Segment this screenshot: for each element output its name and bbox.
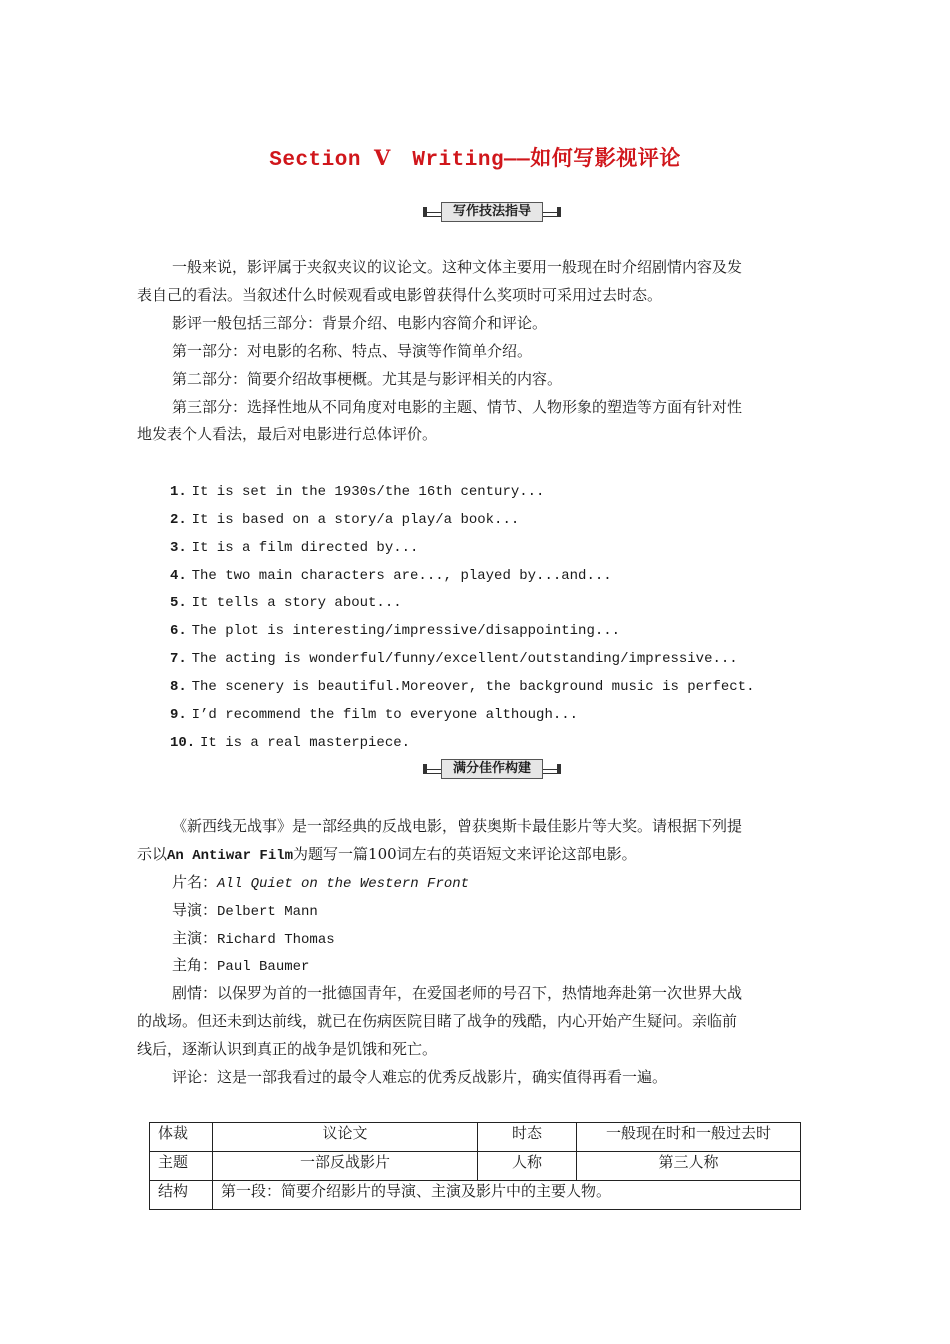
lead-role-row xyxy=(172,955,309,977)
phrase-text: It tells a story about... xyxy=(191,595,402,611)
table-row xyxy=(150,1152,801,1181)
table-cell: 第三人称 xyxy=(577,1152,801,1181)
film-title-row xyxy=(172,872,469,894)
table-cell: 一部反战影片 xyxy=(213,1152,478,1181)
structure-overview: 影评一般包括三部分：背景介绍、电影内容简介和评论。 xyxy=(172,314,548,332)
phrase-number: 1. xyxy=(170,484,187,500)
table-row xyxy=(150,1181,801,1210)
essay-topic: An Antiwar Film xyxy=(167,848,294,864)
banner-label: 满分佳作构建 xyxy=(441,759,543,779)
phrase-number: 2. xyxy=(170,512,187,528)
table-cell: 时态 xyxy=(478,1123,577,1152)
star-value: Richard Thomas xyxy=(217,932,335,948)
phrase-item xyxy=(170,647,738,669)
page-title: Section Ⅴ Writing——如何写影视评论 xyxy=(269,149,681,172)
phrase-text: The scenery is beautiful.Moreover, the background music is perfect. xyxy=(191,679,755,695)
table-row xyxy=(150,1123,801,1152)
phrase-text: The acting is wonderful/funny/excellent/outstanding/impressive... xyxy=(191,651,738,667)
task-text: 为题写一篇100词左右的英语短文来评论这部电影。 xyxy=(293,845,637,863)
lead-role-value: Paul Baumer xyxy=(217,959,310,975)
section-banner-writing-tips xyxy=(423,202,561,222)
table-cell: 一般现在时和一般过去时 xyxy=(577,1123,801,1152)
phrase-item xyxy=(170,619,620,641)
part-three-line-1: 第三部分：选择性地从不同角度对电影的主题、情节、人物形象的塑造等方面有针对性 xyxy=(172,398,743,416)
table-cell: 结构 xyxy=(150,1181,213,1210)
phrase-text: It is set in the 1930s/the 16th century... xyxy=(191,484,545,500)
table-cell: 体裁 xyxy=(150,1123,213,1152)
banner-cap-right xyxy=(557,207,561,217)
intro-paragraph-line-1: 一般来说，影评属于夹叙夹议的议论文。这种文体主要用一般现在时介绍剧情内容及发 xyxy=(172,258,743,276)
phrase-text: It is a film directed by... xyxy=(191,540,419,556)
table-cell: 主题 xyxy=(150,1152,213,1181)
phrase-number: 6. xyxy=(170,623,187,639)
banner-cap-right xyxy=(557,764,561,774)
director-row xyxy=(172,900,318,922)
phrase-number: 7. xyxy=(170,651,187,667)
phrase-text: I’d recommend the film to everyone although... xyxy=(191,707,579,723)
phrase-number: 3. xyxy=(170,540,187,556)
phrase-item xyxy=(170,731,410,753)
task-line-1: 《新西线无战事》是一部经典的反战电影，曾获奥斯卡最佳影片等大奖。请根据下列提 xyxy=(172,817,743,835)
phrase-number: 9. xyxy=(170,707,187,723)
phrase-text: The two main characters are..., played by...and... xyxy=(191,568,612,584)
phrase-item xyxy=(170,591,402,613)
phrase-item xyxy=(170,508,519,530)
intro-paragraph-line-2: 表自己的看法。当叙述什么时候观看或电影曾获得什么奖项时可采用过去时态。 xyxy=(137,286,663,304)
phrase-text: It is a real masterpiece. xyxy=(200,735,411,751)
phrase-number: 4. xyxy=(170,568,187,584)
part-three-line-2: 地发表个人看法，最后对电影进行总体评价。 xyxy=(137,425,438,443)
plot-line-2: 的战场。但还未到达前线，就已在伤病医院目睹了战争的残酷，内心开始产生疑问。亲临前 xyxy=(137,1012,738,1030)
phrase-number: 5. xyxy=(170,595,187,611)
banner-cap-left xyxy=(423,764,427,774)
banner-label: 写作技法指导 xyxy=(441,202,543,222)
table-cell: 人称 xyxy=(478,1152,577,1181)
film-title-label: 片名： xyxy=(172,873,218,891)
star-row xyxy=(172,928,335,950)
phrase-number: 10. xyxy=(170,735,196,751)
director-value: Delbert Mann xyxy=(217,904,318,920)
phrase-item xyxy=(170,703,578,725)
phrase-item xyxy=(170,564,612,586)
phrase-item xyxy=(170,536,418,558)
lead-role-label: 主角： xyxy=(172,956,218,974)
part-two-text: 第二部分：简要介绍故事梗概。尤其是与影评相关的内容。 xyxy=(172,370,563,388)
plot-line-3: 线后，逐渐认识到真正的战争是饥饿和死亡。 xyxy=(137,1040,438,1058)
phrase-text: It is based on a story/a play/a book... xyxy=(191,512,520,528)
part-one-text: 第一部分：对电影的名称、特点、导演等作简单介绍。 xyxy=(172,342,533,360)
phrase-item xyxy=(170,480,544,502)
star-label: 主演： xyxy=(172,929,218,947)
director-label: 导演： xyxy=(172,901,218,919)
plot-line-1: 剧情：以保罗为首的一批德国青年，在爱国老师的号召下，热情地奔赴第一次世界大战 xyxy=(172,984,743,1002)
banner-cap-left xyxy=(423,207,427,217)
section-banner-model-essay xyxy=(423,759,561,779)
table-cell: 议论文 xyxy=(213,1123,478,1152)
phrase-number: 8. xyxy=(170,679,187,695)
phrase-text: The plot is interesting/impressive/disappointing... xyxy=(191,623,621,639)
table-cell: 第一段：简要介绍影片的导演、主演及影片中的主要人物。 xyxy=(213,1181,801,1210)
comment-line: 评论：这是一部我看过的最令人难忘的优秀反战影片，确实值得再看一遍。 xyxy=(172,1068,668,1086)
writing-analysis-table xyxy=(149,1122,801,1210)
task-text: 示以 xyxy=(137,845,168,863)
phrase-item xyxy=(170,675,755,697)
task-line-2 xyxy=(137,844,637,866)
film-title-value: All Quiet on the Western Front xyxy=(217,876,470,892)
